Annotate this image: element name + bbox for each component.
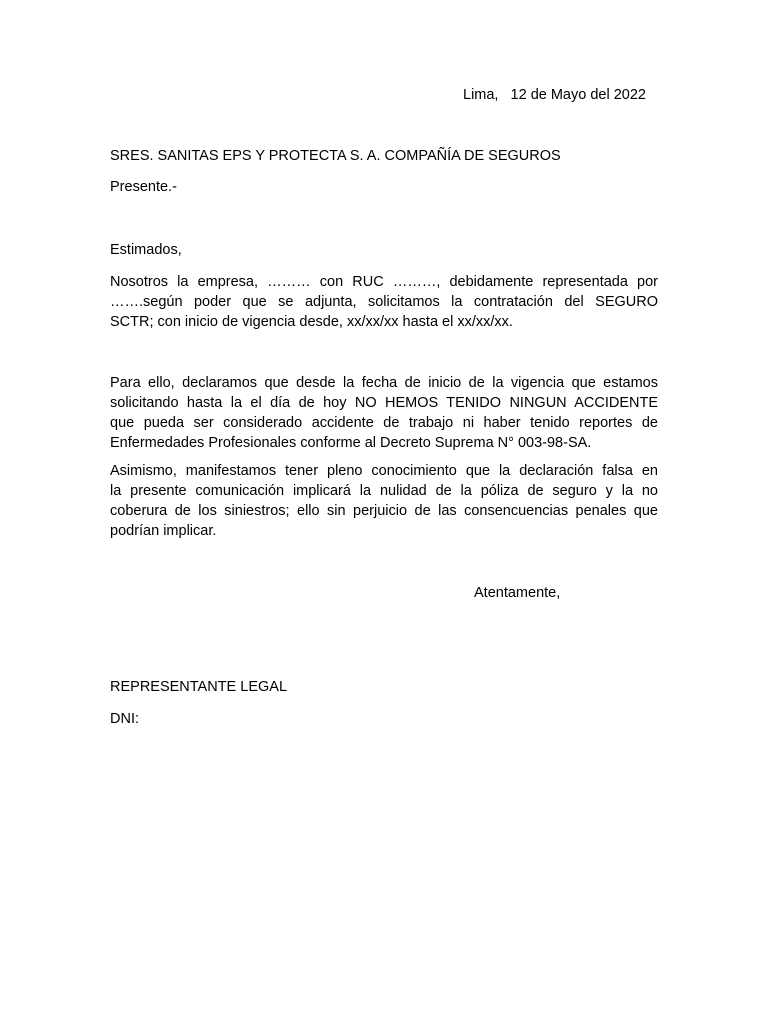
paragraph-line: Enfermedades Profesionales conforme al Decreto Suprema N° 003-98-SA. bbox=[110, 435, 592, 451]
paragraph-line: la presente comunicación implicará la nulidad de la póliza de seguro y la no bbox=[110, 483, 658, 499]
date-line: Lima, 12 de Mayo del 2022 bbox=[463, 87, 646, 103]
presente-line: Presente.- bbox=[110, 179, 177, 195]
paragraph-acknowledgement bbox=[110, 461, 658, 541]
paragraph-request bbox=[110, 272, 658, 332]
paragraph-line: que pueda ser considerado accidente de trabajo ni haber tenido reportes de bbox=[110, 415, 658, 431]
paragraph-line: Para ello, declaramos que desde la fecha de inicio de la vigencia que estamos bbox=[110, 375, 658, 391]
paragraph-line: Asimismo, manifestamos tener pleno conocimiento que la declaración falsa en bbox=[110, 463, 658, 479]
addressee: SRES. SANITAS EPS Y PROTECTA S. A. COMPAÑÍA DE SEGUROS bbox=[110, 148, 561, 164]
paragraph-line: coberura de los siniestros; ello sin perjuicio de las consencuencias penales que bbox=[110, 503, 658, 519]
salutation: Estimados, bbox=[110, 242, 182, 258]
dni-label: DNI: bbox=[110, 711, 139, 727]
paragraph-declaration bbox=[110, 373, 658, 453]
paragraph-line: SCTR; con inicio de vigencia desde, xx/xx/xx hasta el xx/xx/xx. bbox=[110, 314, 513, 330]
paragraph-line: Nosotros la empresa, ……… con RUC ………, debidamente representada por bbox=[110, 274, 658, 290]
closing: Atentamente, bbox=[474, 585, 561, 601]
signature-title: REPRESENTANTE LEGAL bbox=[110, 679, 288, 695]
paragraph-line: …….según poder que se adjunta, solicitamos la contratación del SEGURO bbox=[110, 294, 658, 310]
paragraph-line: podrían implicar. bbox=[110, 523, 217, 539]
paragraph-line: solicitando hasta la el día de hoy NO HEMOS TENIDO NINGUN ACCIDENTE bbox=[110, 395, 658, 411]
